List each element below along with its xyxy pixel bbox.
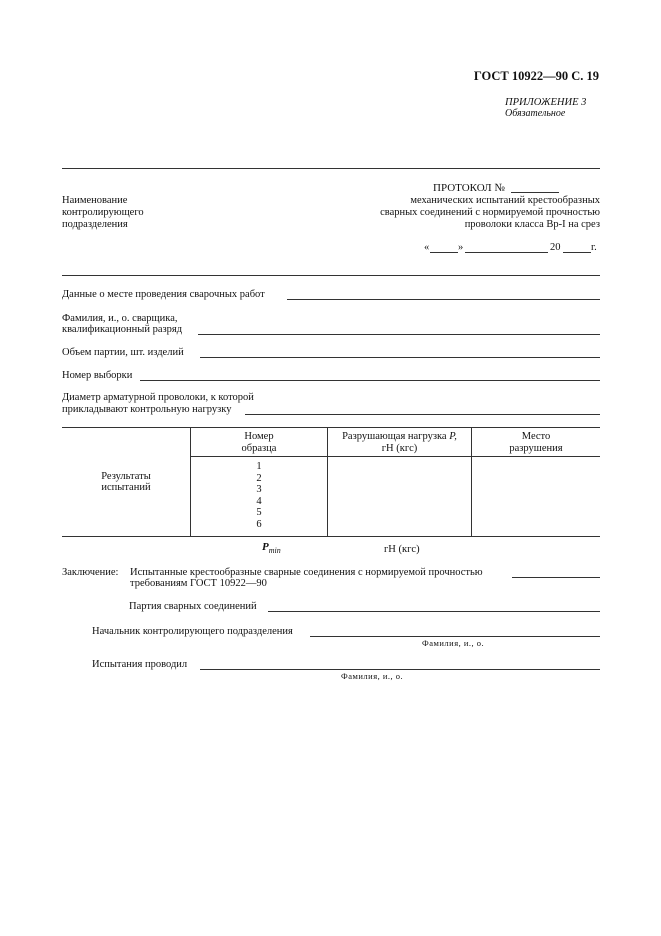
conclusion-label: Заключение: xyxy=(62,567,119,578)
tester-caption: Фамилия, и., о. xyxy=(341,671,404,681)
head-caption: Фамилия, и., о. xyxy=(422,638,485,648)
col-load-label-1: Разрушающая нагрузка xyxy=(342,431,447,442)
col-place-label-1: Место xyxy=(521,431,551,442)
col-number-label-1: Номер xyxy=(244,431,274,442)
appendix-label: ПРИЛОЖЕНИЕ 3 xyxy=(505,97,587,108)
sample-number: 1 xyxy=(256,461,262,472)
field-sample-label: Номер выборки xyxy=(62,370,133,381)
date-year-suffix: г. xyxy=(591,242,597,253)
pmin-subscript: min xyxy=(268,546,281,556)
sample-number: 3 xyxy=(256,484,262,496)
pmin-label xyxy=(262,541,281,555)
org-line-3: подразделения xyxy=(62,219,128,230)
sample-number: 2 xyxy=(256,472,262,484)
pmin-unit: гН (кгс) xyxy=(384,544,420,555)
field-welder-label-2: квалификационный разряд xyxy=(62,324,183,335)
page-reference: ГОСТ 10922—90 С. 19 xyxy=(473,69,599,83)
protocol-line-2: сварных соединений с нормируемой прочностью xyxy=(380,207,600,218)
results-label-1: Результаты xyxy=(101,471,151,482)
results-label-cell xyxy=(62,428,191,537)
col-header-place xyxy=(472,428,601,457)
appendix-status: Обязательное xyxy=(505,108,566,119)
field-place-label: Данные о месте проведения сварочных работ xyxy=(62,289,265,300)
tester-label: Испытания проводил xyxy=(92,659,188,670)
protocol-line-3: проволоки класса Вр-I на срез xyxy=(464,219,600,230)
col-header-load xyxy=(328,428,472,457)
org-line-2: контролирующего xyxy=(62,207,144,218)
sample-number: 4 xyxy=(256,495,262,507)
field-batch-label: Объем партии, шт. изделий xyxy=(62,347,184,358)
protocol-number-field[interactable] xyxy=(511,192,559,193)
col-load-label-2: гН (кгс) xyxy=(381,443,418,454)
col-number-label-2: образца xyxy=(241,443,277,454)
sample-number: 5 xyxy=(256,507,262,519)
head-label: Начальник контролирующего подразделения xyxy=(92,626,293,637)
batch-conclusion-input[interactable] xyxy=(268,611,600,612)
load-values-cell[interactable] xyxy=(328,457,472,537)
field-welder-label-1: Фамилия, и., о. сварщика, xyxy=(62,313,178,324)
conclusion-text-1: Испытанные крестообразные сварные соединения с нормируемой прочностью xyxy=(130,567,483,578)
protocol-title: ПРОТОКОЛ № xyxy=(433,182,505,194)
org-line-1: Наименование xyxy=(62,195,128,206)
protocol-line-1: механических испытаний крестообразных xyxy=(410,195,600,206)
sample-number: 6 xyxy=(256,518,262,530)
field-welder-input[interactable] xyxy=(198,334,600,335)
date-year-field[interactable] xyxy=(563,252,591,253)
tester-signature-input[interactable] xyxy=(200,669,600,670)
date-close-quote: » xyxy=(458,242,464,253)
results-table xyxy=(62,427,600,537)
date-day-field[interactable] xyxy=(430,252,458,253)
sample-numbers-cell xyxy=(191,457,328,537)
field-diameter-input[interactable] xyxy=(245,414,600,415)
conclusion-result-input[interactable] xyxy=(512,577,600,578)
middle-divider xyxy=(62,275,600,276)
field-diameter-label-1: Диаметр арматурной проволоки, к которой xyxy=(62,392,254,403)
date-month-field[interactable] xyxy=(465,252,548,253)
pmin-symbol: P xyxy=(262,541,269,553)
failure-place-cell[interactable] xyxy=(472,457,601,537)
results-label-2: испытаний xyxy=(101,482,151,493)
col-header-number xyxy=(191,428,328,457)
col-load-symbol: P, xyxy=(449,431,457,442)
field-place-input[interactable] xyxy=(287,299,600,300)
field-diameter-label-2: прикладывают контрольную нагрузку xyxy=(62,404,232,415)
batch-conclusion-label: Партия сварных соединений xyxy=(129,601,257,612)
field-sample-input[interactable] xyxy=(140,380,600,381)
field-batch-input[interactable] xyxy=(200,357,600,358)
head-signature-input[interactable] xyxy=(310,636,600,637)
date-year-prefix: 20 xyxy=(550,242,561,253)
col-place-label-2: разрушения xyxy=(509,443,563,454)
top-divider xyxy=(62,168,600,169)
date-open-quote: « xyxy=(424,242,430,253)
conclusion-text-2: требованиям ГОСТ 10922—90 xyxy=(130,578,267,589)
